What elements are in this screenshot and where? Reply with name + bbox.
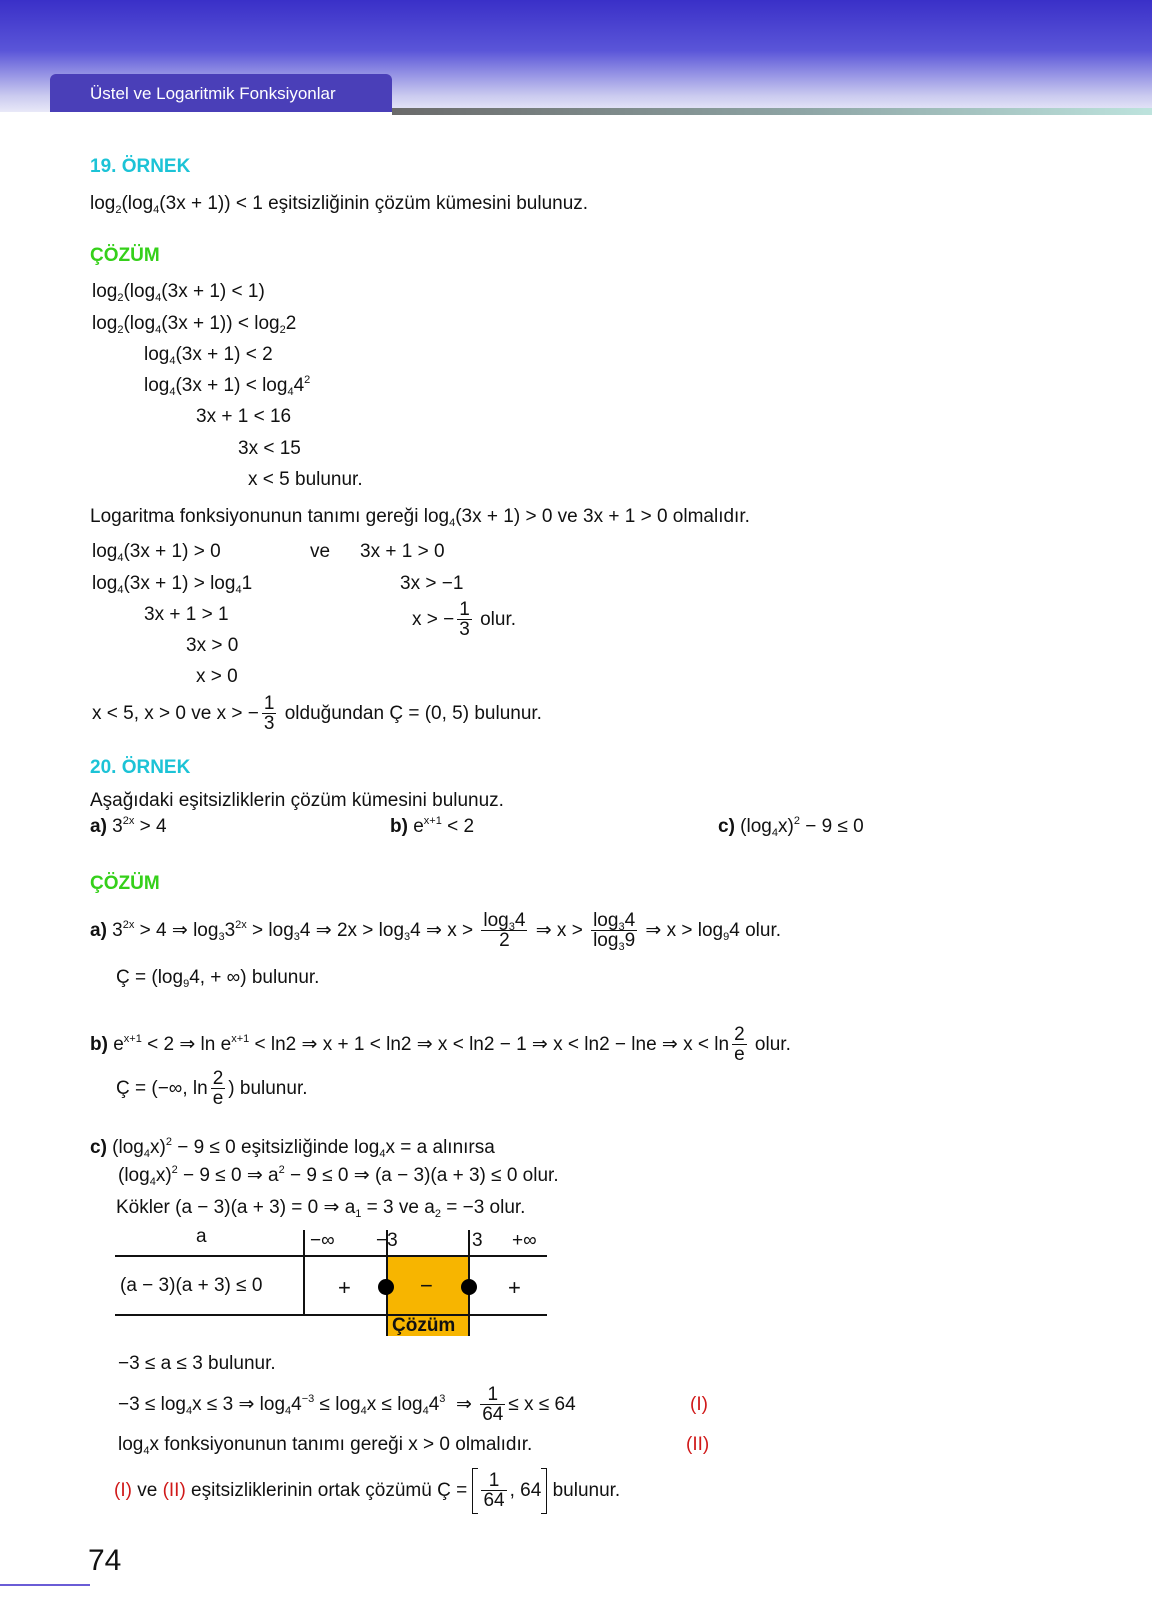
example-19-title: 19. ÖRNEK	[90, 156, 191, 177]
example-20-solution-title: ÇÖZÜM	[90, 873, 160, 894]
example-20-question-a: a) $3^{2x} > 4$	[90, 815, 167, 837]
solution-19-line-2: $\log_2(\log_4(3x + 1)) < \log_22$	[92, 313, 297, 336]
domain-conjunction: ve	[310, 541, 331, 562]
table-top-rule	[115, 1255, 547, 1257]
tag-II: (II)	[686, 1434, 710, 1455]
domain-statement: Logaritma fonksiyonunun tanımı gereği $\log_4(3x + 1) > 0$ ve 3x + 1 > 0 olmalıdır.	[90, 506, 750, 529]
solution-19-line-6: 3x < 15	[238, 438, 301, 459]
solution-20-b: b) $e^{x+1} < 2$ ⇒ $\ln e^{x+1} < \ln 2$ ⇒ x + 1 < ln2 ⇒ x < ln2 − 1 ⇒ x < ln2 − lne ⇒ x < ln $\frac{2}{e}$ olur.	[90, 1024, 791, 1066]
domain-a-line-2: $\log_4(3x + 1) > \log_41$	[92, 573, 253, 596]
example-20-question-c: c) $(\log_4x)^2 - 9 \le 0$	[718, 815, 864, 839]
root-dot-minus-3	[378, 1279, 394, 1295]
tag-I: (I)	[690, 1394, 708, 1415]
solution-19-line-5: 3x + 1 < 16	[196, 406, 292, 427]
solution-20-a-result: Ç = ($\log_94$, + ∞) bulunur.	[116, 967, 320, 990]
example-19-conclusion: x < 5, x > 0 ve x > − $\frac{1}{3}$ olduğundan Ç = (0, 5) bulunur.	[92, 693, 542, 735]
solution-20-c-final: (I) ve (II) eşitsizliklerinin ortak çözümü Ç = $\frac{1}{64}$ , 64 bulunur.	[114, 1464, 620, 1518]
domain-a-line-1: $\log_4(3x + 1) > 0$	[92, 541, 221, 564]
example-20-title: 20. ÖRNEK	[90, 757, 191, 778]
table-expression: (a − 3)(a + 3) ≤ 0	[120, 1275, 263, 1296]
table-sign-left: +	[338, 1275, 351, 1300]
solution-20-c-roots: Kökler (a − 3)(a + 3) = 0 ⇒ $a_1 = 3$ ve $a_2 = -3$ olur.	[116, 1197, 526, 1220]
domain-b-line-2: 3x > −1	[400, 573, 464, 594]
solution-19-line-7: x < 5 bulunur.	[248, 469, 363, 490]
example-20-intro: Aşağıdaki eşitsizliklerin çözüm kümesini bulunuz.	[90, 790, 504, 811]
solution-20-c-range: −3 ≤ a ≤ 3 bulunur.	[118, 1353, 276, 1374]
table-solution-label: Çözüm	[392, 1315, 456, 1336]
solution-20-c-log-range: $-3 \le \log_4x \le 3$ ⇒ $\log_44^{-3} \le \log_4x \le \log_44^3$ ⇒ $\frac{1}{64}$ ≤ x ≤ 64	[118, 1384, 576, 1426]
table-neg-infinity: −∞	[310, 1230, 335, 1251]
root-dot-3	[461, 1279, 477, 1295]
page-number-rule	[0, 1584, 90, 1586]
example-19-solution-title: ÇÖZÜM	[90, 245, 160, 266]
solution-19-line-4: $\log_4(3x + 1) < \log_44^2$	[144, 374, 311, 398]
solution-20-c-line-1: c) $(\log_4x)^2 - 9 \le 0$ eşitsizliğinde $\log_4x = a$ alınırsa	[90, 1136, 495, 1160]
solution-19-line-1: $\log_2(\log_4(3x + 1) < 1)$	[92, 281, 265, 304]
solution-19-line-3: $\log_4(3x + 1) < 2$	[144, 344, 273, 367]
chapter-title: Üstel ve Logaritmik Fonksiyonlar	[50, 74, 392, 112]
domain-a-line-5: x > 0	[196, 666, 238, 687]
header-divider	[392, 108, 1152, 115]
example-20-question-b: b) $e^{x+1} < 2$	[390, 815, 475, 837]
domain-a-line-4: 3x > 0	[186, 635, 239, 656]
table-root-3: 3	[472, 1230, 483, 1251]
table-root-minus-3: −3	[376, 1230, 398, 1251]
table-vertical-rule	[303, 1230, 305, 1314]
table-pos-infinity: +∞	[512, 1230, 537, 1251]
solution-20-b-result: Ç = (−∞, ln $\frac{2}{e}$ ) bulunur.	[116, 1068, 308, 1110]
solution-20-a: a) $3^{2x} > 4$ ⇒ $\log_33^{2x} > \log_34$ ⇒ $2x > \log_34$ ⇒ x > $\frac{\log_34}{2}$ ⇒ x > $\frac{\log_34}{\log_39}$ ⇒ $x > \log_94$ olur.	[90, 910, 782, 954]
table-sign-middle: −	[420, 1273, 433, 1298]
table-sign-right: +	[508, 1275, 521, 1300]
example-19-question: $\log_2(\log_4(3x + 1)) < 1$ eşitsizliğinin çözüm kümesini bulunuz.	[90, 193, 589, 216]
solution-20-c-domain: $\log_4x$ fonksiyonunun tanımı gereği x > 0 olmalıdır.	[118, 1434, 533, 1457]
table-bottom-rule	[115, 1314, 547, 1316]
table-variable: a	[196, 1226, 207, 1247]
domain-b-line-1: 3x + 1 > 0	[360, 541, 445, 562]
domain-a-line-3: 3x + 1 > 1	[144, 604, 229, 625]
page-number: 74	[88, 1544, 122, 1577]
solution-20-c-line-2: $(\log_4x)^2 - 9 \le 0$ ⇒ $a^2 - 9 \le 0$ ⇒ (a − 3)(a + 3) ≤ 0 olur.	[118, 1164, 559, 1188]
domain-b-line-3: x > − $\frac{1}{3}$ olur.	[412, 599, 517, 641]
